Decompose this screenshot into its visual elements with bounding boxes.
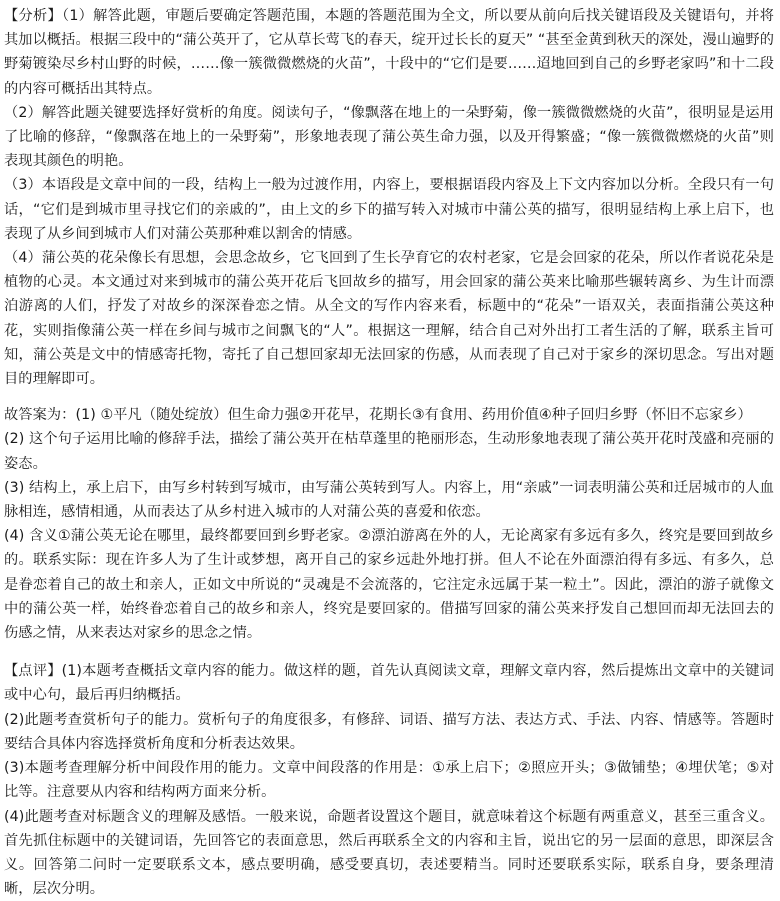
comment-4: (4)此题考查对标题含义的理解及感悟。一般来说，命题者设置这个题目，就意味着这个标题有两重意义，甚至三重含义。首先抓住标题中的关键词语，先回答它的表面意思，然后再联系全文的内容和主旨，说出它的另一层面的意思，即深层含义。回答第二问时一定要联系文本，感点要明确，感受要真切，表述要精当。同时还要联系实际，联系自身，要条理清晰，层次分明。 — [4, 805, 774, 901]
section-gap — [4, 645, 774, 659]
analysis-paragraph-3: （3）本语段是文章中间的一段，结构上一般为过渡作用，内容上，要根据语段内容及上下文内容加以分析。全段只有一句话，“它们是到城市里寻找它们的亲戚的”，由上文的乡下的描写转入对城市中蒲公英的描写，很明显结构上承上启下，也表现了从乡间到城市人们对蒲公英那种难以割舍的情感。 — [4, 173, 774, 246]
analysis-paragraph-4: （4）蒲公英的花朵像长有思想，会思念故乡，它飞回到了生长孕育它的农村老家，它是会回家的花朵，所以作者说花朵是植物的心灵。本文通过对来到城市的蒲公英开花后飞回故乡的描写，用会回家的蒲公英来比喻那些辗转离乡、为生计而漂泊游离的人们，抒发了对故乡的深深眷恋之情。从全文的写作内容来看，标题中的“花朵”一语双关，表面指蒲公英这种花，实则指像蒲公英一样在乡间与城市之间飘飞的“人”。根据这一理解，结合自己对外出打工者生活的了解，联系主旨可知，蒲公英是文中的情感寄托物，寄托了自己想回家却无法回家的伤感，从而表现了自己对于家乡的深切思念。写出对题目的理解即可。 — [4, 246, 774, 391]
comment-2: (2)此题考查赏析句子的能力。赏析句子的角度很多，有修辞、词语、描写方法、表达方式、手法、内容、情感等。答题时要结合具体内容选择赏析角度和分析表达效果。 — [4, 708, 774, 756]
answer-3: (3) 结构上，承上启下，由写乡村转到写城市，由写蒲公英转到写人。内容上，用“亲戚”一词表明蒲公英和迁居城市的人血脉相连，感情相通，从而表达了从乡村进入城市的人对蒲公英的喜爱和依恋。 — [4, 476, 774, 524]
comment-3: (3)本题考查理解分析中间段作用的能力。文章中间段落的作用是：①承上启下；②照应开头；③做铺垫；④埋伏笔；⑤对比等。注意要从内容和结构两方面来分析。 — [4, 756, 774, 804]
comments-section — [4, 659, 774, 901]
answer-4: (4) 含义①蒲公英无论在哪里，最终都要回到乡野老家。②漂泊游离在外的人，无论离家有多远有多久，终究是要回到故乡的。联系实际：现在许多人为了生计或梦想，离开自己的家乡远赴外地打拼。但人不论在外面漂泊得有多远、有多久，总是眷恋着自己的故土和亲人，正如文中所说的“灵魂是不会流落的，它注定永远属于某一粒土”。因此，漂泊的游子就像文中的蒲公英一样，始终眷恋着自己的故乡和亲人，终究是要回家的。借描写回家的蒲公英来抒发自己想回而却无法回去的伤感之情，从来表达对家乡的思念之情。 — [4, 524, 774, 645]
analysis-paragraph-1: 【分析】（1）解答此题，审题后要确定答题范围，本题的答题范围为全文，所以要从前向后找关键语段及关键语句，并将其加以概括。根据三段中的“蒲公英开了，它从草长莺飞的春天，绽开过长长的夏天” “甚至金黄到秋天的深处，漫山遍野的野菊镀染尽乡村山野的时候，……像一簇微微燃烧的火苗”，十段中的“它们是要……迢地回到自己的乡野老家吗”和十二段的内容可概括出其特点。 — [4, 4, 774, 101]
answer-1: 故答案为：(1) ①平凡（随处绽放）但生命力强②开花早，花期长③有食用、药用价值④种子回归乡野（怀旧不忘家乡） — [4, 403, 774, 427]
section-gap — [4, 391, 774, 403]
comment-1: 【点评】(1)本题考查概括文章内容的能力。做这样的题，首先认真阅读文章，理解文章内容，然后提炼出文章中的关键词或中心句，最后再归纳概括。 — [4, 659, 774, 707]
answer-2: (2) 这个句子运用比喻的修辞手法，描绘了蒲公英开在枯草蓬里的艳丽形态，生动形象地表现了蒲公英开花时茂盛和亮丽的姿态。 — [4, 427, 774, 475]
answers-section — [4, 403, 774, 645]
analysis-paragraph-2: （2）解答此题关键要选择好赏析的角度。阅读句子，“像飘落在地上的一朵野菊，像一簇微微燃烧的火苗”，很明显是运用了比喻的修辞，“像飘落在地上的一朵野菊”，形象地表现了蒲公英生命力强，以及开得繁盛；“像一簇微微燃烧的火苗”则表现其颜色的明艳。 — [4, 101, 774, 174]
analysis-section — [4, 4, 774, 391]
